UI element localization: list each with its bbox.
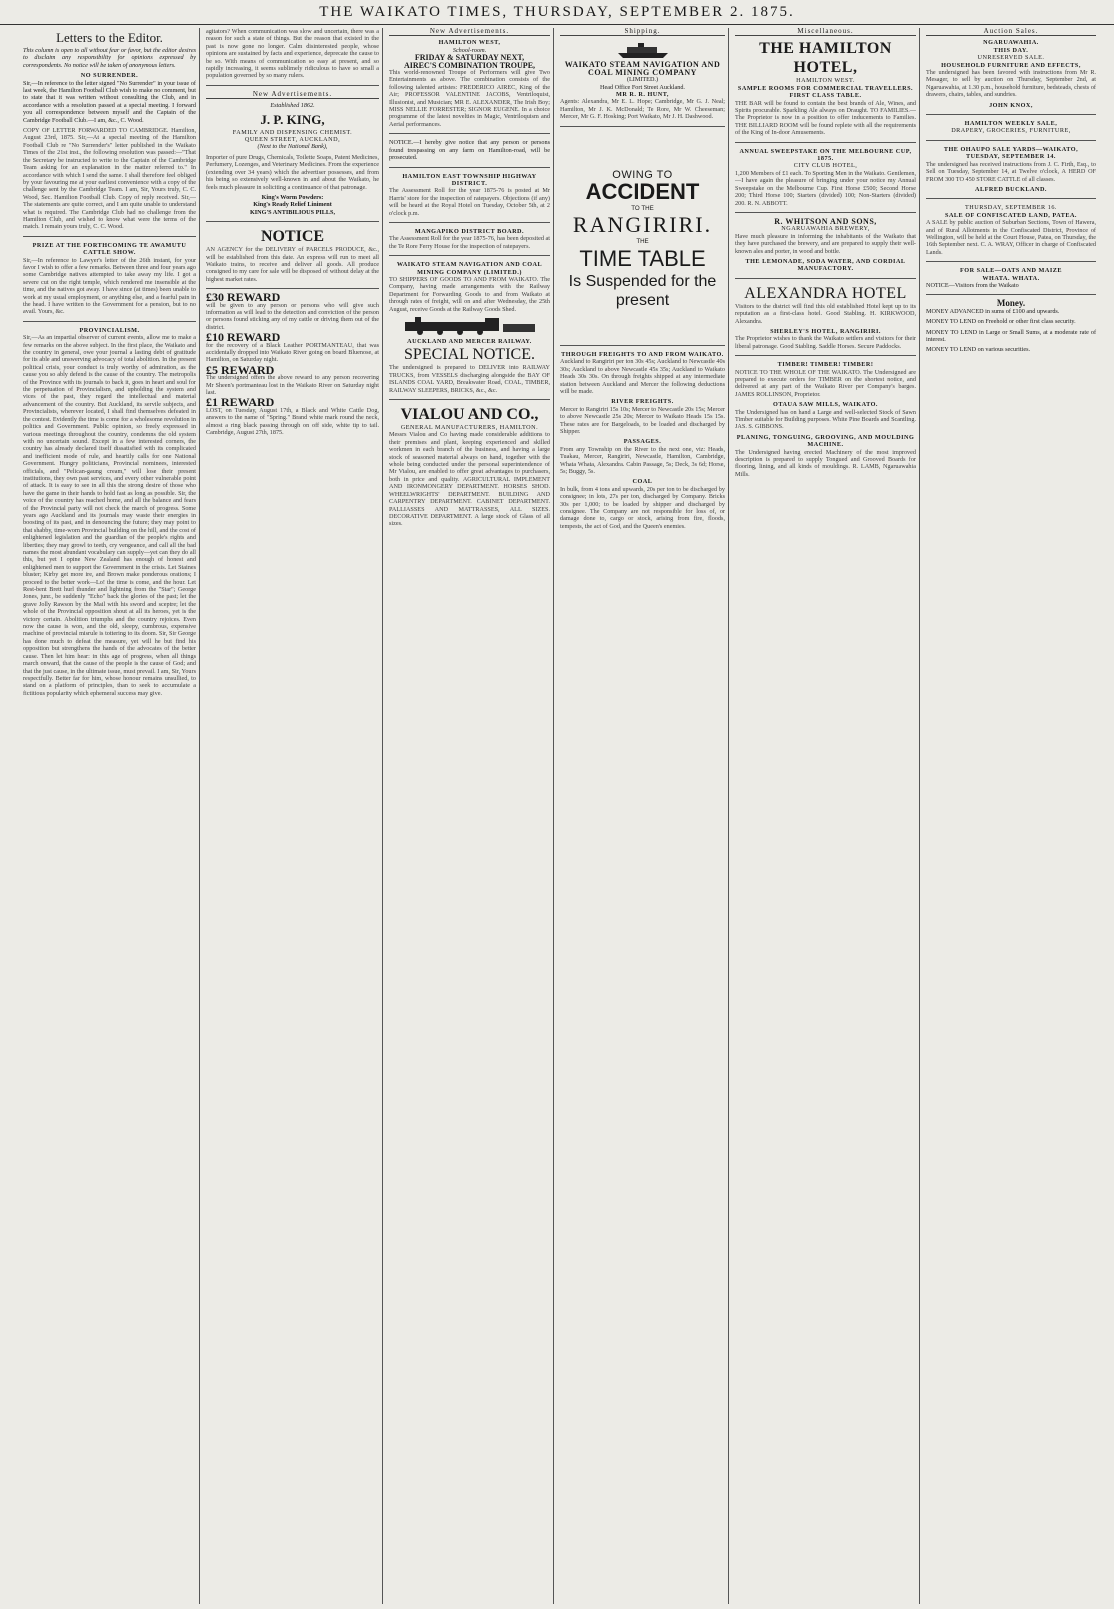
whitson-sons: R. WHITSON AND SONS, bbox=[774, 216, 877, 226]
hamilton-hotel: THE HAMILTON HOTEL, bbox=[759, 40, 892, 77]
railway-heading: AUCKLAND AND MERCER RAILWAY. bbox=[407, 338, 532, 345]
brewery-filler: Have much pleasure in informing the inhabitants of the Waikato that they have purchased the brewery, and are prepared to supply their well-known ales and porter, in wood and bottle. bbox=[735, 232, 916, 255]
coal: COAL bbox=[632, 478, 653, 486]
head-office: Head Office Fort Street Auckland. bbox=[600, 83, 685, 91]
accident: ACCIDENT bbox=[585, 179, 700, 205]
vialou-heading: VIALOU AND CO., bbox=[400, 406, 539, 424]
sherley-hotel: SHERLEY'S HOTEL, RANGIRIRI. bbox=[770, 327, 881, 335]
king-note: (Next to the National Bank), bbox=[257, 143, 328, 151]
new-advertisements-heading-2: New Advertisements. bbox=[389, 28, 550, 36]
timber-filler: NOTICE TO THE WHOLE OF THE WAIKATO. The Undersigned are prepared to execute orders for TIMBER on the shortest notice, and delivered at any part of the Waikato River per Company's barges. JAMES ROLLINSON, Proprietor. bbox=[735, 368, 916, 398]
john-knox: JOHN KNOX, bbox=[989, 101, 1033, 109]
locomotive-illustration bbox=[395, 316, 545, 336]
money-freehold: MONEY TO LEND on Freehold or other first class security. bbox=[926, 318, 1076, 326]
planing-filler: The Undersigned having erected Machinery of the most improved description is prepared to supply Tongued and Grooved Boards for flooring, lining, and all kinds of mouldings. R. LAMB, Ngaruawahia Mills. bbox=[735, 448, 916, 478]
letter-body-no-surrender: Sir,—In reference to the letter signed "No Surrender" in your issue of last week, the Hamilton Football Club wish to make no comment, but to state that it was written without consulting the Club, and in accordance with a resolution passed at a special meeting. I forward you all correspondence between myself and the Captain of the Cambridge Football Club.—I am, &c., C. Wood. bbox=[23, 79, 196, 124]
the-line: THE bbox=[636, 238, 649, 246]
river-filler: Mercer to Rangiriri 15s 10s; Mercer to Newcastle 20s 15s; Mercer to above Newcastle 25s 20s; Mercer to Waikato Heads 15s 15s. These rates are for Bargeloads, to be loaded and discharged by Shipper. bbox=[560, 405, 725, 435]
letter-cattle-filler: Sir,—In reference to Lawyer's letter of the 26th instant, for your favor I wish to offer a few remarks. Between three and four years ago some Cambridge natives attempted to take away my life. I got a severe cut on the right temple, which rendered me insensible at the time, and the natives got away. I have since (at times) been unable to work at my usual employment, or anything else, and a fearful pain in the head. I have written to the Government for a pension, but to no avail. Yours, &c. bbox=[23, 256, 196, 316]
time-table: TIME TABLE bbox=[579, 245, 706, 271]
column-auction-sales bbox=[923, 28, 1099, 1604]
waikato-navigation: WAIKATO STEAM NAVIGATION AND COAL MINING COMPANY (LIMITED.) bbox=[396, 261, 543, 276]
otaua-saw-mills: OTAUA SAW MILLS, WAIKATO. bbox=[773, 401, 878, 409]
worm-powders: King's Worm Powders: bbox=[261, 193, 324, 201]
visitors-notice: NOTICE—Visitors from the Waikato bbox=[926, 281, 1019, 289]
masthead: THE WAIKATO TIMES, THURSDAY, SEPTEMBER 2. 1875. bbox=[0, 0, 1114, 25]
letters-header: Letters to the Editor. bbox=[56, 30, 163, 45]
alexandra-filler: Visitors to the district will find this old established Hotel kept up to its reputation as a first-class hotel. Good Stabling. H. KIRKWOOD, Alexandra. bbox=[735, 302, 916, 325]
money-large-small: MONEY TO LEND in Large or Small Sums, at a moderate rate of interest. bbox=[926, 328, 1096, 343]
friday-saturday: FRIDAY & SATURDAY NEXT, bbox=[414, 53, 525, 63]
highway-filler: The Assessment Roll for the year 1875-76 is posted at Mr Harris' store for the inspection of ratepayers. Objections (if any) will be heard at the Royal Hotel on Tuesday, October 5th, at 2 o'clock p.m. bbox=[389, 187, 550, 217]
shipping-heading: Shipping. bbox=[560, 28, 725, 36]
columns bbox=[20, 28, 1100, 1604]
agents-filler: Agents: Alexandra, Mr E. L. Hope; Cambridge, Mr G. J. Neal; Hamilton, Mr J. K. McDonald; Te Rore, Mr W. Cheeseman; Mercer, Mr G. F. Hosking; Port Waikato, Mr J. H. Dashwood. bbox=[560, 98, 725, 121]
coal-filler: In bulk, from 4 tons and upwards, 20s per ton to be discharged by consignee; in lots, 27s per ton, discharged by Company. Bricks 30s per 1,000; to be loaded by shipper and discharged by consignee. The Company are not responsible for loss of, or damage done to, cargo or stock, arising from fire, floods, tempests, the act of God, and the Queen's enemies. bbox=[560, 485, 725, 530]
special-notice: SPECIAL NOTICE. bbox=[404, 346, 535, 364]
lemonade-factory: THE LEMONADE, SODA WATER, AND CORDIAL MANUFACTORY. bbox=[745, 257, 906, 273]
unreserved-sale: UNRESERVED SALE. bbox=[977, 54, 1045, 62]
notice-filler: AN AGENCY for the DELIVERY of PARCELS PRODUCE, &c., will be established from this date. An express will run to meet all Waikato trains, to receive and deliver all goods. All produce consigned to my care for sale will be disposed of without delay at the highest market rates. bbox=[206, 246, 379, 283]
through-freights: THROUGH FREIGHTS TO AND FROM WAIKATO. bbox=[561, 350, 724, 358]
combination-troupe: AIREC'S COMBINATION TROUPE, bbox=[403, 60, 536, 70]
letter-title-no-surrender: NO SURRENDER. bbox=[80, 72, 139, 80]
to-the: TO THE bbox=[631, 205, 654, 213]
money-various: MONEY TO LEND on various securities. bbox=[926, 346, 1031, 354]
river-freights: RIVER FREIGHTS. bbox=[611, 398, 674, 406]
alexandra-hotel: ALEXANDRA HOTEL bbox=[744, 284, 907, 302]
column2-top-filler: agitators? When communication was slow and uncertain, there was a reason for such a state of things. But the reason that existed in the past is now gone no longer. Calm disinterested people, whose opinions are sustained by facts and experience, deprecate the cause to be so. With means of communication so easy at present, and so rapidly increasing, it seems sublimely ridiculous to have so small a population governed by so many rulers. bbox=[206, 28, 379, 80]
freights-filler: Auckland to Rangiriri per ton 30s 45s; Auckland to Newcastle 40s 30s; Auckland to above Newcastle 45s 35s; Auckland to Waikato Heads 30s 30s. On through freights shipped at any intermediate station between Auckland and Mercer the following deductions will be made. bbox=[560, 358, 725, 395]
letter-provincialism-filler: Sir,—As an impartial observer of current events, allow me to make a few remarks on the above subject. In the first place, the Waikato and the country in general, owe your journal a lasting debt of gratitude for its able and unswerving advocacy of total abolition. In the present political crisis, your conduct is truly worthy of admiration, as the cause you so ably defend is the cause of the country. The metropolis of the Province with its journals to back it, goes in heart and soul for the perpetuation of Provincialism, and upholding the system and vices of the past, they regard the intellectual and material advancement of the country. But Auckland, its servile subjects, and Provincialists, wherever located, I shall find themselves defeated in the contest. Evidently the time is come for a wholesome revolution in politics and Government. Public opinion, so freely expressed in various meetings throughout the country, condemns the old system with no uncertain sound. Except in a few interested corners, the country has already declared itself dissatisfied with its complicated and inefficient mode of rule, and heartily calls for one National Government. Hungry politicians, Provincial nominees, interested officials, and "Pelican-gaung cream," will lose their present institutions, they own past services, and every other vulnerable point of attack. It is easy to see in all this the strong desire of those who have the game in their hands to hold fast as long as possible. Sir, the voice of the country has reached home, and all the balance and fears of the Provincial party will not check the march of progress. Some years ago Auckland and its journals may waste their energies in boosting of its past, and in denouncing the future; they may point to that shabby, time-worn Provincial building on the hill, and the cost of enlightened legislation and the guardian of the people's rights and liberties; they may growl to teeth, cry vengeance, and call all the bad names the most abundant vocabulary can supply—yet can they do all this, but yet I opine New Zealand has enough of honest and enlightened men to support the Government in the crisis. Let Staines bluster; Kirby get more ire, and Brown make ponderous orations; I proceed to the better work—Lo! the time is come, and the hour. Let Rest-bent Brett hurl thunder and lightning from the "Star"; George Jones, junr., be suddenly "Echo" back the glories of the past; let the grave Jolly Rawson by the Mail with his sword and sceptre; let the whole of the Provincial opposition shout at all its heroes, yet is the victory certain. Abolition triumphs and the country rejoices. Even now the cause is won, and the old, sleepy, cumbrous, expensive machine of provincial misrule is tottering to its doom. Sir, Sir George has done much to defeat the measure, yet will he but find his opposition but strengthens the hands of the advocates of the better cause. Then let him hear: in this age of progress, when all things march onward, that the cause of the people is the cause of God; and that the just cause, in the ultimate issue, must prevail. I am, Sir, Yours respectfully. Better far for him, whose honour remains unsullied, to stand on a platform of principles, than to seek to accumulate a fictitious popularity which ephemeral success may give. bbox=[23, 334, 196, 697]
planing-machine: PLANING, TONGUING, GROOVING, AND MOULDING MACHINE. bbox=[736, 433, 915, 449]
reward-1-filler: LOST, on Tuesday, August 17th, a Black and White Cattle Dog, answers to the name of "Spring." Brand white mark round the neck, almost a ring black passing through on off side, white tip to tail. Cambridge, August 27th, 1875. bbox=[206, 406, 379, 437]
column-advertisements-2 bbox=[386, 28, 554, 1604]
sample-rooms: SAMPLE ROOMS FOR COMMERCIAL TRAVELLERS. bbox=[737, 84, 914, 92]
reward-30-filler: will be given to any person or persons who will give such information as will lead to the detection and conviction of the person or persons found sticking any of my cattle or driving them out of the district. bbox=[206, 301, 379, 331]
first-class-table: FIRST CLASS TABLE. bbox=[789, 92, 862, 100]
sweep-filler: 1,200 Members of £1 each. To Sporting Men in the Waikato. Gentlemen,—I have again the pleasure of bringing under your notice my Annual Sweepstake on the Melbourne Cup. First Horse £500; Second Horse 200; Third Horse 100; Starters (divided) 100; Non-Starters (divided) 200. R. N. ABBOTT. bbox=[735, 169, 916, 207]
reward-1: £1 REWARD bbox=[206, 395, 275, 410]
this-day: THIS DAY. bbox=[993, 46, 1029, 54]
highway-district: HAMILTON EAST TOWNSHIP HIGHWAY DISTRICT. bbox=[402, 172, 537, 187]
navigation-filler: TO SHIPPERS OF GOODS TO AND FROM WAIKATO. The Company, having made arrangements with the Railway Department for Forwarding Goods to and from Waikato at through rates of freight, will on and after Wednesday, the 25th August, receive Goods at the Railway Goods Shed. bbox=[389, 275, 550, 313]
letter-title-provincialism: PROVINCIALISM. bbox=[79, 326, 140, 334]
column-miscellaneous bbox=[732, 28, 920, 1604]
notice-heading: NOTICE bbox=[260, 228, 325, 246]
drapery: DRAPERY, GROCERIES, FURNITURE, bbox=[951, 127, 1071, 135]
ngaruawahia: NGARUAWAHIA. bbox=[983, 39, 1039, 47]
king-address: QUEEN STREET, AUCKLAND, bbox=[244, 136, 341, 144]
household-furniture: HOUSEHOLD FURNITURE AND EFFECTS, bbox=[941, 61, 1081, 69]
king-filler: Importer of pure Drugs, Chemicals, Toilette Soaps, Patent Medicines, Perfumery, Lozenges, and Veterinary Medicines. From the experience (extending over 34 years) which the advertiser possesses, and from his being so extensively well-known in and about the Waikato, he feels much pleasure in soliciting a continuance of that patronage. bbox=[206, 153, 380, 191]
company-name: WAIKATO STEAM NAVIGATION AND COAL MINING COMPANY bbox=[564, 60, 721, 77]
ohaupo-filler: The undersigned has received instructions from J. C. Firth, Esq., to Sell on Tuesday, September 14, at Twelve o'clock, A HERD OF FROM 300 TO 450 STORE CATTLE of all classes. bbox=[926, 160, 1096, 183]
ngaruawahia-brewery: NGARUAWAHIA BREWERY, bbox=[781, 225, 870, 233]
established-line: Established 1862. bbox=[270, 102, 315, 110]
weekly-sale: HAMILTON WEEKLY SALE, bbox=[964, 120, 1058, 128]
confiscated-filler: A SALE by public auction of Suburban Sections, Town of Hawera, and of Rural Allotments in the Confiscated District, Province of Wellington, will be held at the Court House, Patea, on Thursday, the 16th September next. C. A. WRAY, Officer in charge of Confiscated Lands. bbox=[926, 219, 1096, 256]
letter-filler-text: COPY OF LETTER FORWARDED TO CAMBRIDGE. Hamilton, August 23rd, 1875. Sir,—At a special meeting of the Hamilton Football Club re "No Surrender's" letter published in the Waikato Times of the 21st inst., the following resolution was passed:—"That the Secretary be instructed to write to the Captain of the Cambridge Team asking for an explanation in the matter referred to." In accordance with which I send the same. I shall therefore feel obliged by your favouring me at your earliest convenience with a copy of the challenge sent by the Cambridge Team. I am, Sir, Yours truly, C. C. Wood, Sec. Hamilton Football Club. Copy of reply received. Sir,—The statements are quite correct, and I am quite unable to understand what is required. The Cambridge Club had no challenge from the Hamilton Club, and wished to know what were the terms of the match. I remain yours truly, C. C. Wood. bbox=[23, 127, 196, 231]
furniture-filler: The undersigned has been favored with instructions from Mr R. Mesager, to sell by auction on Thursday, September 2nd, at Ngaruawahia, at 1.30 p.m., household furniture, bedsteads, chests of drawers, chairs, tables, and sundries. bbox=[926, 69, 1096, 99]
antibilious-pills: KING'S ANTIBILIOUS PILLS, bbox=[249, 208, 336, 216]
king-name: J. P. KING, bbox=[260, 111, 325, 127]
reward-10: £10 REWARD bbox=[206, 330, 281, 345]
passages-filler: From any Township on the River to the next one, viz: Heads, Tuakau, Mercer, Rangiriri, Newcastle, Hamilton, Cambridge, Whata Whata, Alexandra. Cabin Passage, 5s; Deck, 3s 6d; Horse, 5s; Buggy, 5s. bbox=[560, 445, 725, 475]
whata-whata: WHATA. WHATA. bbox=[982, 274, 1040, 282]
melbourne-sweep: ANNUAL SWEEPSTAKE ON THE MELBOURNE CUP, 1875. bbox=[739, 147, 912, 163]
vialou-filler: Messrs Vialou and Co having made considerable additions to their premises and plant, keeping experienced and skilled workmen in each branch of the business, and having a large stock of seasoned material always on hand, together with the whole being conducted under the personal superintendence of Mr Vialou, are enabled to offer great advantages to purchasers, both in price and quality. AGRICULTURAL IMPLEMENT AND IRONMONGERY DEPARTMENT. HORSES SHOD. WHEELWRIGHTS' DEPARTMENT. BUILDING AND CARPENTRY DEPARTMENT. CABINET DEPARTMENT. PALLIASSES AND MATTRASSES, ALL SIZES. DECORATIVE DEPARTMENT. A large stock of Glass of all sizes. bbox=[389, 431, 550, 528]
rangiriri: RANGIRIRI. bbox=[572, 212, 713, 238]
miscellaneous-heading: Miscellaneous. bbox=[735, 28, 916, 36]
hotel-filler: THE BAR will be found to contain the best brands of Ale, Wines, and Spirits procurable. Sparkling Ale always on Draught. TO FAMILIES.—The Proprietor is now in a position to offer inducements to Families. THE BILLIARD ROOM will be found replete with all the requirements of the King of In-door Amusements. bbox=[735, 99, 916, 137]
reward-10-filler: for the recovery of a Black Leather PORTMANTEAU, that was accidentally dropped into Waikato River going on board Bluenose, at Hamilton, on Saturday night. bbox=[206, 341, 379, 364]
suspended: Is Suspended for the present bbox=[568, 272, 717, 309]
timber-heading: TIMBER! TIMBER! TIMBER! bbox=[777, 361, 874, 369]
vialou-subtitle: GENERAL MANUFACTURERS, HAMILTON. bbox=[400, 424, 539, 432]
thursday-date: THURSDAY, SEPTEMBER 16. bbox=[965, 204, 1057, 212]
money-heading: Money. bbox=[996, 298, 1026, 309]
column-letters bbox=[20, 28, 200, 1604]
confiscated-land: SALE OF CONFISCATED LAND, PATEA. bbox=[945, 211, 1077, 219]
new-advertisements-heading: New Advertisements. bbox=[206, 91, 379, 99]
oats-maize: FOR SALE—OATS AND MAIZE bbox=[960, 267, 1062, 275]
king-subtitle: FAMILY AND DISPENSING CHEMIST. bbox=[232, 128, 353, 136]
steamship-illustration bbox=[613, 39, 673, 59]
auction-heading: Auction Sales. bbox=[926, 28, 1096, 36]
alfred-buckland: ALFRED BUCKLAND. bbox=[975, 185, 1047, 193]
sherley-filler: The Proprietor wishes to thank the Waikato settlers and visitors for their liberal patronage. Good Stabling. Saddle Horses. Secure Paddocks. bbox=[735, 335, 916, 350]
mangapiko-filler: The Assessment Roll for the year 1875-76, has been deposited at the Te Rore Ferry House for the inspection of ratepayers. bbox=[389, 235, 550, 250]
mangapiko-board: MANGAPIKO DISTRICT BOARD. bbox=[414, 227, 525, 235]
otaua-filler: The Undersigned has on hand a Large and well-selected Stock of Sawn Timber suitable for Building purposes. White Pine Boards and Scantling. JAS. S. GIBBONS. bbox=[735, 408, 916, 431]
reward-5-filler: The undersigned offers the above reward to any person recovering Mr Sheen's portmanteau lost in the Waikato River on Saturday night last. bbox=[206, 374, 379, 397]
ohaupo-sale-yards: THE OHAUPO SALE YARDS—WAIKATO, bbox=[943, 145, 1079, 153]
railway-filler: The undersigned is prepared to DELIVER into RAILWAY TRUCKS, from VESSELS discharging alongside the BAY OF ISLANDS COAL YARD, Breakwater Road, COAL, TIMBER, RAILWAY SLEEPERS, BRICKS, &c., &c. bbox=[389, 364, 550, 394]
reward-30: £30 REWARD bbox=[206, 290, 281, 305]
passages: PASSAGES. bbox=[623, 438, 662, 446]
column-shipping bbox=[557, 28, 729, 1604]
hamilton-west: HAMILTON WEST, bbox=[438, 39, 501, 47]
school-room: School-room. bbox=[452, 46, 487, 54]
relief-liniment: King's Ready Relief Liniment bbox=[253, 201, 332, 209]
reward-5: £5 REWARD bbox=[206, 362, 275, 377]
hotel-location: HAMILTON WEST. bbox=[796, 77, 855, 85]
owing-to: OWING TO bbox=[612, 168, 673, 181]
city-club: CITY CLUB HOTEL, bbox=[793, 162, 858, 170]
company-limited: (LIMITED.) bbox=[626, 76, 659, 84]
notice-trespass: NOTICE.—I hereby give notice that any person or persons found trespassing on any farm on Hamilton-road, will be prosecuted. bbox=[389, 139, 550, 162]
editor-disclaimer: This column is open to all without fear or favor, but the editor desires to disclaim any responsibility for opinions expressed by correspondents. No notice will be taken of anonymous letters. bbox=[23, 47, 196, 69]
column-advertisements-1 bbox=[203, 28, 383, 1604]
money-advanced: MONEY ADVANCED in sums of £100 and upwards. bbox=[926, 307, 1060, 315]
tuesday-date: TUESDAY, SEPTEMBER 14. bbox=[966, 153, 1056, 161]
letter-title-cattle-show: PRIZE AT THE FORTHCOMING TE AWAMUTU CATTLE SHOW. bbox=[32, 241, 187, 257]
troupe-filler: This world-renowned Troupe of Performers will give Two Entertainments as above. The combination consists of the following talented artistes: FREDERICO AIREC, King of the Air; PROFESSOR VALENTINE JACOBS, Ventriloquist, Illusionist, and Musician; MR E. ALEXANDER, The Irish Boy; MISS NELLIE FORRESTER; SIGNOR EUGENE. In a choice programme of the latest novelties in Magic, Ventriloquism and Aerial performances. bbox=[389, 69, 550, 128]
local-agent: MR R. R. HUNT, bbox=[616, 91, 669, 99]
